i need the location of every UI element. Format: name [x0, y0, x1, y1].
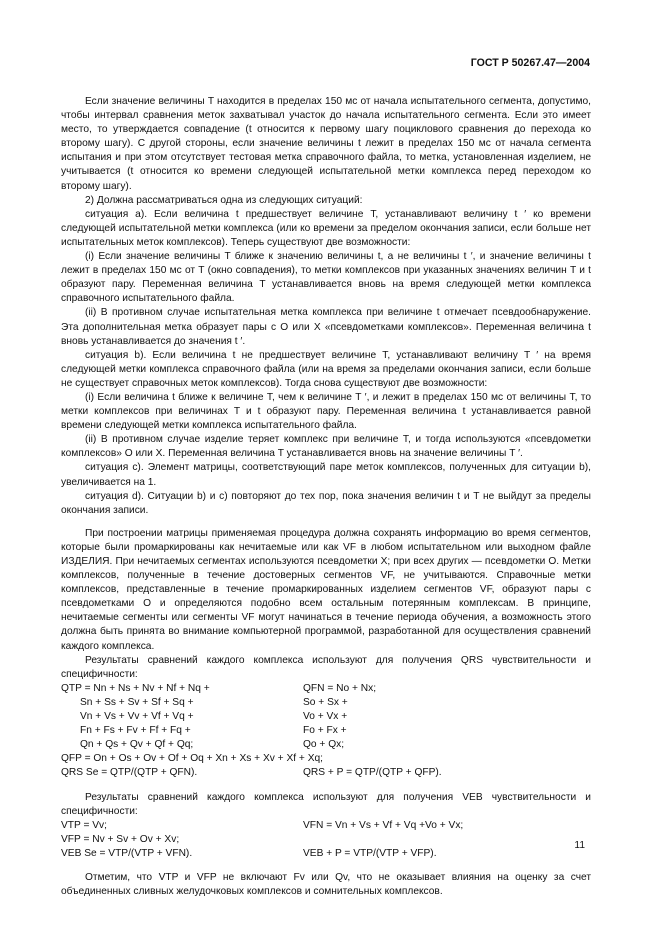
paragraph-matrix-construction: При построении матрицы применяемая процедура должна сохранять информацию во время сегментов, которые были промаркированы как нечитаемые или как VF в любом испытательном или выходном файле ИЗДЕЛИЯ. При нечитаемых сегментах используются псевдометки X; при всех других — псевдометки О. Метки комплексов, полученные в течение достоверных сегментов VF, не учитываются. Справочные метки комплексов, представленные в течение промаркированных изделием сегментов VF, образуют пары с псевдометками О и определяются подобно всем остальным потерянным комплексам. В принципе, нечитаемые сегменты или сегменты VF могут начинаться в течение периода обучения, а возможность этого должна быть принята во внимание компьютерной программой, разработанной для осуществления сравнений каждого комплекса.	[61, 527, 591, 652]
paragraph-situation-a: ситуация а). Если величина t предшествует величине T, устанавливают величину t ′ ко времени следующей испытательной метки комплекса (или ко времени за пределом окончания записи, если больше нет испытательных меток комплексов). Теперь существуют две возможности:	[61, 208, 591, 248]
formula-vfp: VFP = Nv + Sv + Ov + Xv;	[61, 833, 180, 845]
paragraph-situation-a-i: (i) Если значение величины T ближе к значению величины t, а не величины t ′, и значение величины t лежит в пределах 150 мс от T (окно совпадения), то метки комплексов при указанных значениях величин T и t образуют пару. Переменная величина T устанавливается вновь на время следующей метки комплекса справочного испытательного файла.	[61, 251, 591, 305]
qrs-formula-block	[61, 682, 591, 752]
formula-qfn-f: Fo + Fx +	[303, 725, 347, 737]
formula-empty	[303, 833, 591, 847]
veb-formula-block	[61, 819, 591, 861]
paragraph-situation-c: ситуация с). Элемент матрицы, соответствующий паре меток комплексов, полученных для ситуации b), увеличивается на 1.	[61, 462, 591, 488]
paragraph-qrs-intro: Результаты сравнений каждого комплекса используют для получения QRS чувствительности и специфичности:	[61, 654, 591, 680]
formula-vfn: VFN = Vn + Vs + Vf + Vq +Vo + Vx;	[303, 819, 464, 831]
paragraph-situation-b: ситуация b). Если величина t не предшествует величине T, устанавливают величину T ′ на время следующей метки комплекса справочного файла (или на время за пределами окончания записи, если больше не существует справочных меток комплексов). Тогда снова существуют две возможности:	[61, 349, 591, 389]
paragraph-segment-start: Если значение величины T находится в пределах 150 мс от начала испытательного сегмента, допустимо, чтобы интервал сравнения меток захватывал участок до начала испытательного сегмента. Если это имеет место, то утверждается совпадение (t относится к первому шагу поциклового сравнения до перехода ко второму шагу). С другой стороны, если значение величины t лежит в пределах 150 мс от начала сегмента испытания и при этом отсутствует тестовая метка справочного файла, то метка, установленная изделием, не учитывается (t относится ко времени следующей испытательной метки комплекса перед переходом ко второму шагу).	[61, 96, 591, 192]
paragraph-closing-note: Отметим, что VTP и VFP не включают Fv или Qv, что не оказывает влияния на оценку за счет объединенных сливных желудочковых комплексов и сомнительных комплексов.	[61, 871, 591, 898]
formula-vtp: VTP = Vv;	[61, 819, 107, 831]
formula-qfp: QFP = On + Os + Ov + Of + Oq + Xn + Xs + Xv + Xf + Xq;	[61, 753, 323, 765]
formula-qtp: QTP = Nn + Ns + Nv + Nf + Nq +	[61, 682, 210, 694]
paragraph-situation-b-ii: (ii) В противном случае изделие теряет комплекс при величине T, и тогда используются «псевдометки комплексов» О или X. Переменная величина T устанавливается вновь на значение величины T ′.	[61, 434, 591, 460]
paragraph-veb-intro: Результаты сравнений каждого комплекса используют для получения VEB чувствительности и специфичности:	[61, 791, 591, 817]
paragraph-situation-d: ситуация d). Ситуации b) и c) повторяют до тех пор, пока значения величин t и T не выйдут за пределы окончания записи.	[61, 490, 591, 516]
formula-veb-p: VEB + P = VTP/(VTP + VFP).	[303, 847, 437, 859]
paragraph-situations-intro: 2) Должна рассматриваться одна из следующих ситуаций:	[85, 194, 363, 206]
formula-veb-se: VEB Se = VTP/(VTP + VFN).	[61, 847, 193, 859]
formula-qtp-s: Sn + Ss + Sv + Sf + Sq +	[80, 696, 194, 708]
paragraph-situation-b-i: (i) Если величина t ближе к величине T, чем к величине T ′, и лежит в пределах 150 мс от величины T, то метки комплексов при величинах T и t образуют пару. Переменная величина t устанавливается равной времени следующей метки комплекса испытательного файла.	[61, 391, 591, 432]
formula-qfn-q: Qo + Qx;	[303, 739, 345, 751]
formula-qfn-v: Vo + Vx +	[303, 711, 348, 723]
formula-qrs-se: QRS Se = QTP/(QTP + QFN).	[61, 767, 198, 779]
formula-qtp-f: Fn + Fs + Fv + Ff + Fq +	[80, 725, 191, 737]
formula-qfn: QFN = No + Nx;	[303, 682, 377, 694]
document-header: ГОСТ Р 50267.47—2004	[470, 57, 590, 69]
qrs-result-block	[61, 766, 591, 780]
formula-qtp-v: Vn + Vs + Vv + Vf + Vq +	[80, 711, 194, 723]
formula-qtp-q: Qn + Qs + Qv + Qf + Qq;	[80, 739, 194, 751]
formula-qfn-s: So + Sx +	[303, 696, 348, 708]
page-number: 11	[574, 840, 585, 851]
formula-qrs-p: QRS + P = QTP/(QTP + QFP).	[303, 767, 442, 779]
page-body	[61, 95, 591, 899]
paragraph-situation-a-ii: (ii) В противном случае испытательная метка комплекса при величине t отмечает псевдообнаружение. Эта дополнительная метка образует пары с О или X «псевдометками комплексов». Переменная величина t вновь устанавливается до значения t ′.	[61, 307, 591, 347]
